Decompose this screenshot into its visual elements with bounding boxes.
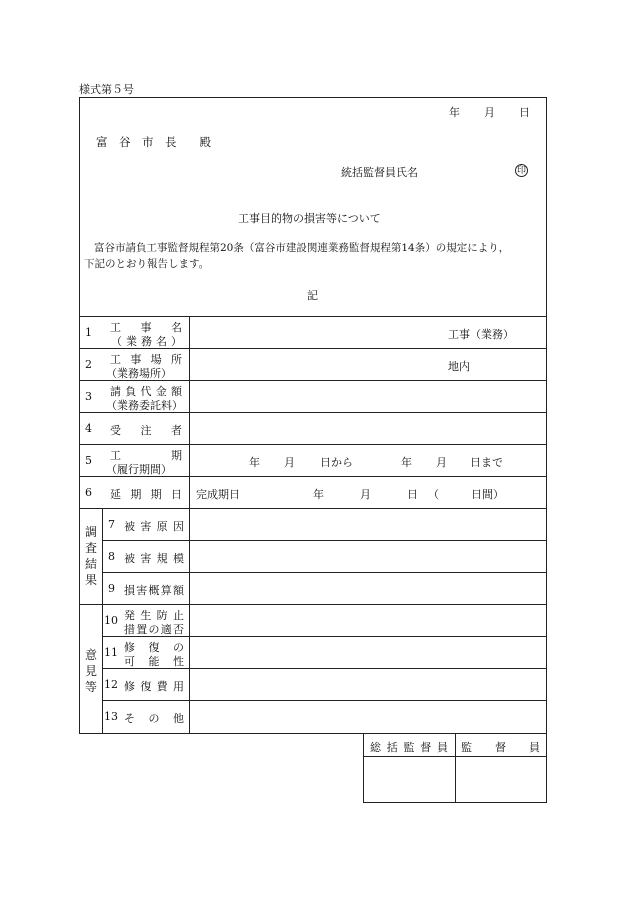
supervisor-name-label: 統括監督員氏名 [341, 166, 418, 179]
row-line [102, 540, 547, 541]
survey-group-label: 調 査 結 果 [84, 525, 97, 587]
date-day: 日 [519, 106, 530, 119]
row-4-label: 受 注 者 [110, 424, 182, 437]
completion-year: 年 [313, 488, 324, 501]
table-top-line [79, 316, 547, 317]
body-text-line2: 下記のとおり報告します。 [84, 258, 210, 270]
row-line [79, 508, 547, 509]
row-7-number: 7 [108, 518, 115, 531]
row-8-label: 被害規模 [124, 552, 184, 565]
row-line [79, 604, 547, 605]
completion-day: 日 [407, 488, 418, 501]
completion-date-label: 完成期日 [196, 488, 240, 501]
row-5-sublabel: （履行期間） [106, 463, 172, 476]
days-label: 日間） [471, 488, 504, 501]
row-10-number: 10 [104, 614, 118, 627]
row-2-number: 2 [85, 358, 92, 371]
row-11-label: 修 復 の [124, 641, 184, 654]
row-line [102, 700, 547, 701]
group-divider [102, 508, 103, 734]
row-13-label: そ の 他 [124, 712, 184, 725]
row-12-number: 12 [104, 678, 118, 691]
row-3-label: 請負代金額 [110, 385, 182, 398]
row-1-number: 1 [85, 326, 92, 339]
period-end-day: 日まで [470, 456, 503, 469]
period-start-day: 日から [320, 456, 353, 469]
row-10-label: 発生防止 [124, 609, 184, 622]
approval-head-supervisor: 監 督 員 [461, 741, 540, 754]
approval-divider [455, 734, 456, 803]
date-month: 月 [484, 106, 495, 119]
row-10-sublabel: 措置の適否 [124, 623, 184, 636]
row-line [102, 572, 547, 573]
row-11-sublabel: 可 能 性 [124, 655, 184, 668]
row-7-label: 被害原因 [124, 520, 184, 533]
approval-header-line [363, 756, 547, 757]
row-3-sublabel: （業務委託料） [106, 399, 183, 412]
row-1-label: 工 事 名 [110, 321, 182, 334]
date-year: 年 [449, 106, 460, 119]
days-open-paren: （ [428, 488, 439, 501]
label-value-divider [189, 316, 190, 734]
row-6-label: 延期期日 [110, 488, 182, 501]
row-3-number: 3 [85, 390, 92, 403]
form-number: 様式第５号 [79, 83, 134, 96]
body-text-line1: 富谷市請負工事監督規程第20条（富谷市建設関連業務監督規程第14条）の規定により， [94, 242, 510, 254]
row-5-number: 5 [85, 454, 92, 467]
row-13-number: 13 [104, 710, 118, 723]
period-end-year: 年 [401, 456, 412, 469]
period-end-month: 月 [436, 456, 447, 469]
row-9-label: 損害概算額 [124, 584, 184, 597]
row-9-number: 9 [108, 582, 115, 595]
row-1-sublabel: （業務名） [111, 335, 186, 348]
row-2-label: 工事場所 [110, 353, 182, 366]
row-1-value: 工事（業務） [448, 328, 514, 341]
opinion-group-label: 意 見 等 [84, 648, 97, 694]
row-4-number: 4 [85, 422, 92, 435]
row-5-label: 工 期 [110, 449, 182, 462]
row-11-number: 11 [104, 646, 118, 659]
addressee: 富 谷 市 長 殿 [96, 135, 211, 149]
row-12-label: 修復費用 [124, 680, 184, 693]
row-2-value: 地内 [448, 360, 470, 373]
period-start-month: 月 [284, 456, 295, 469]
seal-mark: 印 [516, 166, 526, 176]
approval-head-chief: 総括監督員 [370, 741, 448, 754]
completion-month: 月 [360, 488, 371, 501]
document-title: 工事目的物の損害等について [238, 212, 381, 225]
row-8-number: 8 [108, 550, 115, 563]
row-6-number: 6 [85, 486, 92, 499]
row-2-sublabel: （業務場所） [106, 367, 172, 380]
row-line [79, 444, 547, 445]
ki-label: 記 [307, 289, 318, 302]
period-start-year: 年 [249, 456, 260, 469]
